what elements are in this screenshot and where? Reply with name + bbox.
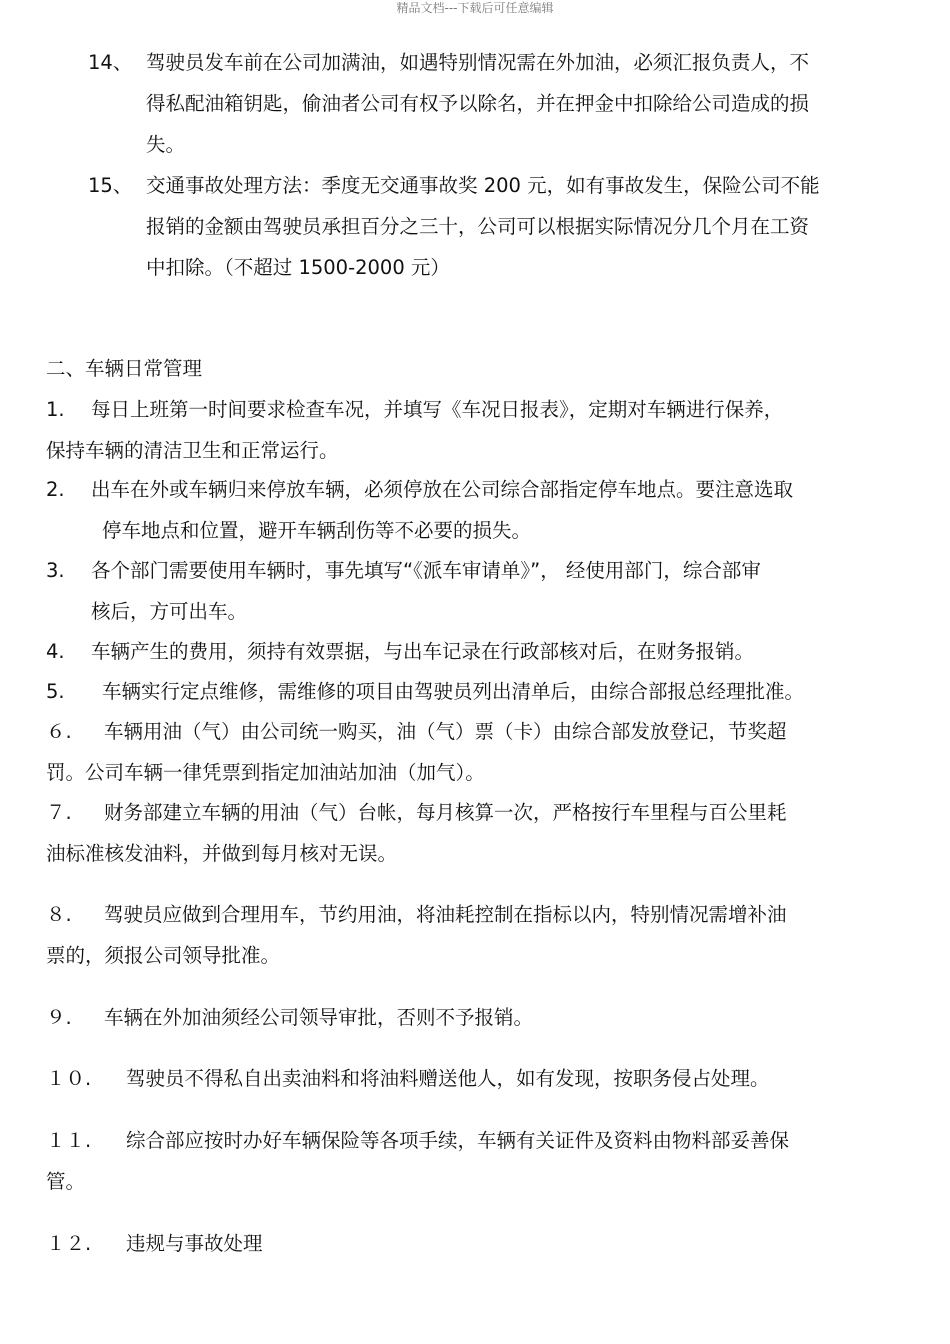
item-text-line-2: 油标准核发油料，并做到每月核对无误。 — [46, 842, 398, 865]
item-text-line-1: 驾驶员不得私自出卖油料和将油料赠送他人，如有发现，按职务侵占处理。 — [126, 1067, 770, 1090]
item-text-line-1: 驾驶员应做到合理用车，节约用油，将油耗控制在指标以内，特别情况需增补油 — [104, 903, 787, 926]
item-number: 14、 — [88, 51, 133, 74]
item-number: ８. — [46, 903, 72, 926]
item-text-line-2: 停车地点和位置，避开车辆刮伤等不必要的损失。 — [102, 519, 532, 542]
item-text-line-1: 车辆产生的费用，须持有效票据，与出车记录在行政部核对后，在财务报销。 — [91, 640, 755, 663]
list-item-11 — [46, 1120, 906, 1202]
item-number: １２. — [46, 1232, 92, 1255]
list-item-2 — [46, 469, 906, 551]
item-text-line-1: 违规与事故处理 — [126, 1232, 263, 1255]
item-number: 4. — [46, 640, 65, 663]
item-number: 3. — [46, 559, 65, 582]
item-text: 驾驶员发车前在公司加满油，如遇特别情况需在外加油，必须汇报负责人，不 得私配油箱钥匙，偷油者公司有权予以除名，并在押金中扣除给公司造成的损 失。 — [146, 51, 810, 156]
item-text-line-2: 管。 — [46, 1170, 86, 1193]
item-text: 交通事故处理方法：季度无交通事故奖 200 元，如有事故发生，保险公司不能 报销的金额由驾驶员承担百分之三十，公司可以根据实际情况分几个月在工资 中扣除。（不超过 1500-2000 元） — [146, 174, 820, 279]
list-item-5 — [46, 671, 906, 712]
item-text-line-1: 出车在外或车辆归来停放车辆，必须停放在公司综合部指定停车地点。要注意选取 — [91, 478, 794, 501]
item-text-line-2: 罚。公司车辆一律凭票到指定加油站加油（加气）。 — [46, 761, 485, 784]
item-number: ７. — [46, 801, 72, 824]
item-number: 1. — [46, 398, 65, 421]
item-text-line-1: 车辆在外加油须经公司领导审批，否则不予报销。 — [104, 1006, 534, 1029]
item-text-line-1: 车辆用油（气）由公司统一购买，油（气）票（卡）由综合部发放登记，节奖超 — [104, 720, 787, 743]
item-text-line-1: 各个部门需要使用车辆时，事先填写“《派车审请单》”， 经使用部门，综合部审 — [91, 559, 761, 582]
list-item-12 — [46, 1223, 906, 1264]
list-item-8 — [46, 894, 906, 976]
item-text-line-1: 车辆实行定点维修，需维修的项目由驾驶员列出清单后，由综合部报总经理批准。 — [102, 680, 805, 703]
item-text-line-2: 核后，方可出车。 — [91, 600, 248, 623]
item-number: 15、 — [88, 174, 133, 197]
item-number: １０. — [46, 1067, 92, 1090]
list-item-4 — [46, 631, 906, 672]
item-text-line-1: 综合部应按时办好车辆保险等各项手续，车辆有关证件及资料由物料部妥善保 — [126, 1129, 790, 1152]
item-number: １１. — [46, 1129, 92, 1152]
item-number: ９. — [46, 1006, 72, 1029]
item-text-line-2: 票的，须报公司领导批准。 — [46, 944, 281, 967]
item-text-line-1: 财务部建立车辆的用油（气）台帐，每月核算一次，严格按行车里程与百公里耗 — [104, 801, 787, 824]
list-item-3 — [46, 550, 906, 632]
item-number: ６. — [46, 720, 72, 743]
item-text-line-1: 每日上班第一时间要求检查车况，并填写《车况日报表》，定期对车辆进行保养， — [91, 398, 784, 421]
section-title: 二、车辆日常管理 — [46, 357, 203, 380]
list-item-6 — [46, 711, 906, 793]
list-item-9 — [46, 997, 906, 1038]
list-item-14 — [88, 42, 906, 165]
item-number: 2. — [46, 478, 65, 501]
list-item-15 — [88, 165, 906, 288]
list-item-7 — [46, 792, 906, 874]
item-number: 5. — [46, 680, 65, 703]
list-item-10 — [46, 1058, 906, 1099]
header-watermark: 精品文档---下载后可任意编辑 — [396, 1, 554, 15]
list-item-1 — [46, 389, 906, 471]
item-text-line-2: 保持车辆的清洁卫生和正常运行。 — [46, 439, 339, 462]
